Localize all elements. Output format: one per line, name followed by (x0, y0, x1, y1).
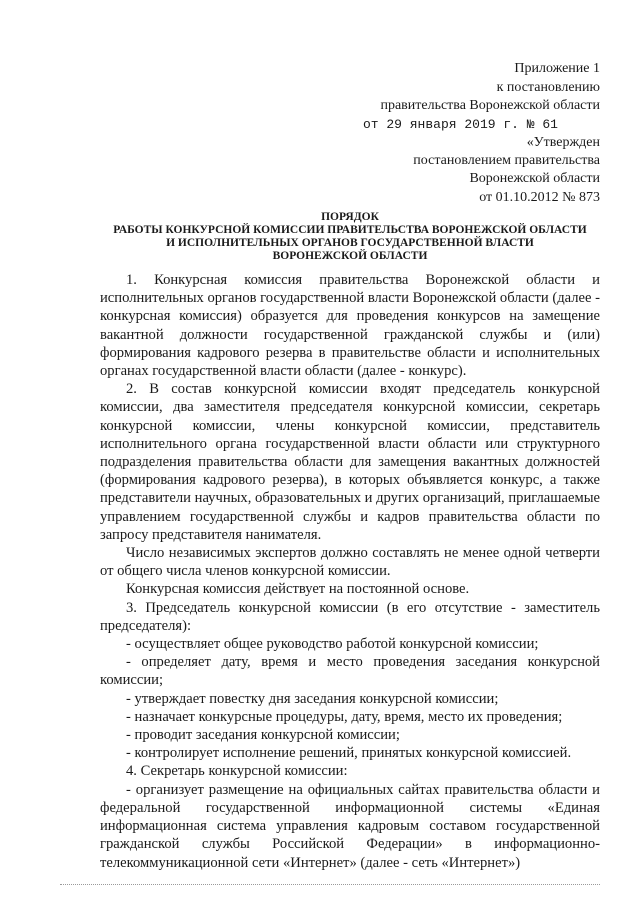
doc-subtitle-line1: РАБОТЫ КОНКУРСНОЙ КОМИССИИ ПРАВИТЕЛЬСТВА ВОРОНЕЖСКОЙ ОБЛАСТИ (113, 224, 587, 236)
approved-by-line: постановлением правительства (413, 153, 600, 168)
decree-ref-line: к постановлению (496, 80, 600, 95)
doc-subtitle-line2: И ИСПОЛНИТЕЛЬНЫХ ОРГАНОВ ГОСУДАРСТВЕННОЙ ВЛАСТИ (166, 237, 534, 249)
paragraph-3: 3. Председатель конкурсной комиссии (в его отсутствие - заместитель председателя): (100, 599, 600, 634)
list-item: - проводит заседания конкурсной комиссии; (126, 727, 400, 744)
paragraph-4: 4. Секретарь конкурсной комиссии: (126, 763, 348, 780)
list-item: - назначает конкурсные процедуры, дату, время, место их проведения; (126, 708, 563, 725)
government-line: правительства Воронежской области (380, 98, 600, 113)
appendix-label: Приложение 1 (514, 61, 600, 76)
paragraph-1: 1. Конкурсная комиссия правительства Воронежской области и исполнительных органов государственной власти Воронежской области (далее - конкурсная комиссия) образуется для проведения конкурсов на замещение вакантной должности государственной гражданской службы и (или) формирования кадрового резерва в правительстве области и исполнительных органах государственной власти области (далее - конкурс). (100, 272, 600, 380)
region-line: Воронежской области (469, 171, 600, 186)
doc-title: ПОРЯДОК (321, 211, 379, 223)
original-decree-line: от 01.10.2012 № 873 (479, 190, 600, 205)
approved-label: «Утвержден (526, 135, 600, 150)
list-item: - контролирует исполнение решений, принятых конкурсной комиссией. (126, 745, 572, 762)
decree-date-line: от 29 января 2019 г. № 61 (362, 117, 558, 132)
list-item: - утверждает повестку дня заседания конкурсной комиссии; (126, 690, 499, 707)
list-item: - организует размещение на официальных сайтах правительства области и федеральной государственной информационной системы «Единая информационная система управления кадровым составом государственной гражданской службы Российской Федерации» в информационно-телекоммуникационной сети «Интернет» (далее - сеть «Интернет») (100, 781, 600, 871)
list-item: - определяет дату, время и место проведения заседания конкурсной комиссии; (100, 654, 600, 689)
page-bottom-divider (60, 884, 600, 886)
paragraph-permanent: Конкурсная комиссия действует на постоянной основе. (126, 581, 470, 598)
list-item: - осуществляет общее руководство работой конкурсной комиссии; (126, 636, 539, 653)
paragraph-2: 2. В состав конкурсной комиссии входят председатель конкурсной комиссии, два заместителя председателя конкурсной комиссии, секретарь конкурсной комиссии, члены конкурсной комиссии, представитель исполнительного органа государственной власти области или структурного подразделения правительства области для замещения вакантных должностей (формирования кадрового резерва), в которых объявляется конкурс, а также представители научных, образовательных и других организаций, приглашаемые управлением государственной службы и кадров правительства области по запросу представителя нанимателя. (100, 381, 600, 543)
paragraph-experts: Число независимых экспертов должно составлять не менее одной четверти от общего числа членов конкурсной комиссии. (100, 545, 600, 580)
document-body (100, 271, 600, 872)
doc-subtitle-line3: ВОРОНЕЖСКОЙ ОБЛАСТИ (272, 250, 428, 262)
